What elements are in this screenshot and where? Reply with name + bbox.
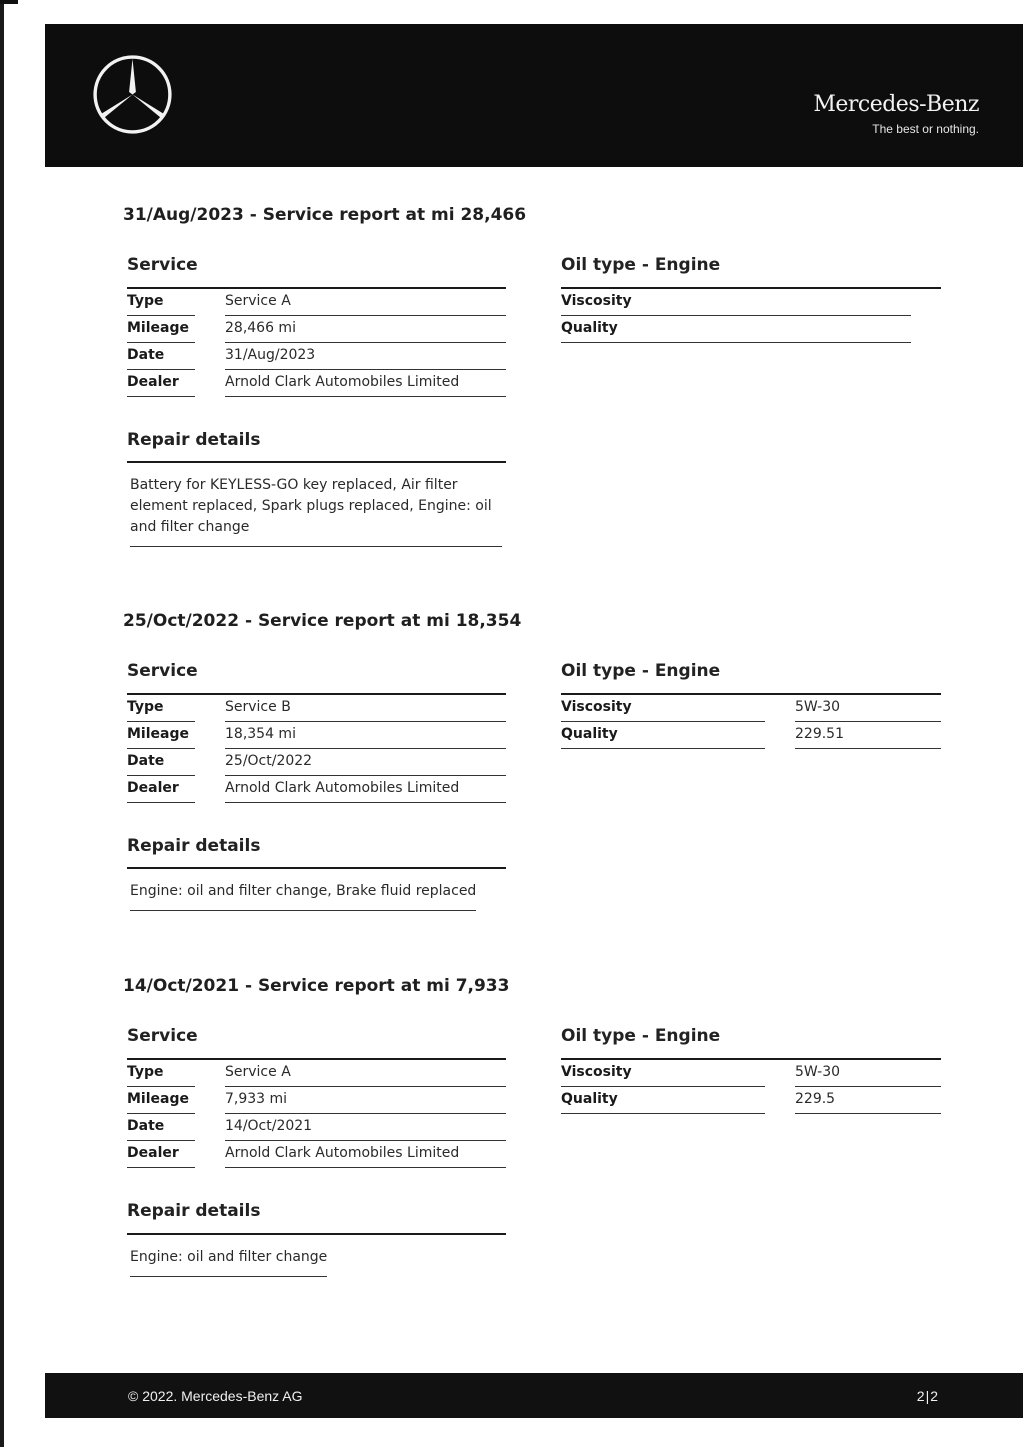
row-date (127, 749, 506, 776)
value-dealer: Arnold Clark Automobiles Limited (225, 374, 460, 390)
repair-heading: Repair details (127, 430, 261, 450)
value-mileage: 28,466 mi (225, 320, 296, 336)
value-quality: 229.5 (795, 1091, 836, 1107)
report-title: 25/Oct/2022 - Service report at mi 18,354 (123, 611, 522, 631)
label-type: Type (127, 699, 164, 715)
row-quality (561, 1087, 941, 1114)
label-dealer: Dealer (127, 780, 179, 796)
brand-block (813, 94, 979, 136)
value-dealer: Arnold Clark Automobiles Limited (225, 780, 460, 796)
row-mileage (127, 316, 506, 343)
value-quality: 229.51 (795, 726, 844, 742)
row-quality (561, 316, 911, 343)
service-heading: Service (127, 255, 198, 275)
row-type (127, 289, 506, 316)
value-viscosity: 5W-30 (795, 1064, 841, 1080)
service-heading: Service (127, 1026, 198, 1046)
report-title: 31/Aug/2023 - Service report at mi 28,466 (123, 205, 527, 225)
mercedes-star-icon (90, 52, 175, 137)
underline (225, 802, 506, 803)
section-rule (127, 867, 506, 869)
label-date: Date (127, 753, 165, 769)
underline (127, 1167, 195, 1168)
service-report (0, 205, 1024, 565)
label-viscosity: Viscosity (561, 699, 632, 715)
row-dealer (127, 1141, 506, 1168)
underline (561, 748, 765, 749)
section-rule (127, 461, 506, 463)
underline (795, 748, 941, 749)
value-mileage: 7,933 mi (225, 1091, 288, 1107)
label-type: Type (127, 293, 164, 309)
value-type: Service B (225, 699, 291, 715)
label-dealer: Dealer (127, 374, 179, 390)
underline (795, 1113, 941, 1114)
value-date: 14/Oct/2021 (225, 1118, 313, 1134)
label-viscosity: Viscosity (561, 1064, 632, 1080)
label-mileage: Mileage (127, 320, 189, 336)
repair-heading: Repair details (127, 1201, 261, 1221)
label-quality: Quality (561, 726, 618, 742)
row-type (127, 1060, 506, 1087)
value-mileage: 18,354 mi (225, 726, 296, 742)
label-type: Type (127, 1064, 164, 1080)
page-header (45, 24, 1023, 167)
repair-details: Battery for KEYLESS-GO key replaced, Air filter element replaced, Spark plugs replaced, Engine: oil and filter change (130, 475, 502, 547)
underline (127, 802, 195, 803)
row-dealer (127, 776, 506, 803)
brand-name: Mercedes-Benz (813, 92, 979, 117)
brand-tagline: The best or nothing. (872, 122, 979, 136)
row-dealer (127, 370, 506, 397)
underline (225, 1167, 506, 1168)
repair-details: Engine: oil and filter change (130, 1247, 327, 1277)
copyright: © 2022. Mercedes-Benz AG (128, 1388, 303, 1404)
row-viscosity (561, 1060, 941, 1087)
page-footer (45, 1373, 1023, 1418)
row-mileage (127, 722, 506, 749)
underline (127, 396, 195, 397)
label-mileage: Mileage (127, 726, 189, 742)
value-type: Service A (225, 1064, 291, 1080)
value-viscosity: 5W-30 (795, 699, 841, 715)
label-viscosity: Viscosity (561, 293, 632, 309)
value-date: 25/Oct/2022 (225, 753, 313, 769)
oil-heading: Oil type - Engine (561, 661, 721, 681)
repair-heading: Repair details (127, 836, 261, 856)
label-quality: Quality (561, 1091, 618, 1107)
service-heading: Service (127, 661, 198, 681)
row-viscosity (561, 289, 911, 316)
page-number: 2|2 (916, 1388, 939, 1404)
label-quality: Quality (561, 320, 618, 336)
label-dealer: Dealer (127, 1145, 179, 1161)
oil-heading: Oil type - Engine (561, 255, 721, 275)
value-type: Service A (225, 293, 291, 309)
scan-edge-top (0, 0, 18, 4)
oil-heading: Oil type - Engine (561, 1026, 721, 1046)
row-date (127, 343, 506, 370)
service-report (0, 976, 1024, 1336)
row-type (127, 695, 506, 722)
label-mileage: Mileage (127, 1091, 189, 1107)
underline (225, 396, 506, 397)
row-quality (561, 722, 941, 749)
row-viscosity (561, 695, 941, 722)
underline (561, 1113, 765, 1114)
section-rule (127, 1233, 506, 1235)
row-date (127, 1114, 506, 1141)
value-dealer: Arnold Clark Automobiles Limited (225, 1145, 460, 1161)
report-title: 14/Oct/2021 - Service report at mi 7,933 (123, 976, 510, 996)
repair-details: Engine: oil and filter change, Brake fluid replaced (130, 881, 476, 911)
row-mileage (127, 1087, 506, 1114)
label-date: Date (127, 1118, 165, 1134)
service-report (0, 611, 1024, 971)
value-date: 31/Aug/2023 (225, 347, 316, 363)
label-date: Date (127, 347, 165, 363)
underline (561, 342, 911, 343)
